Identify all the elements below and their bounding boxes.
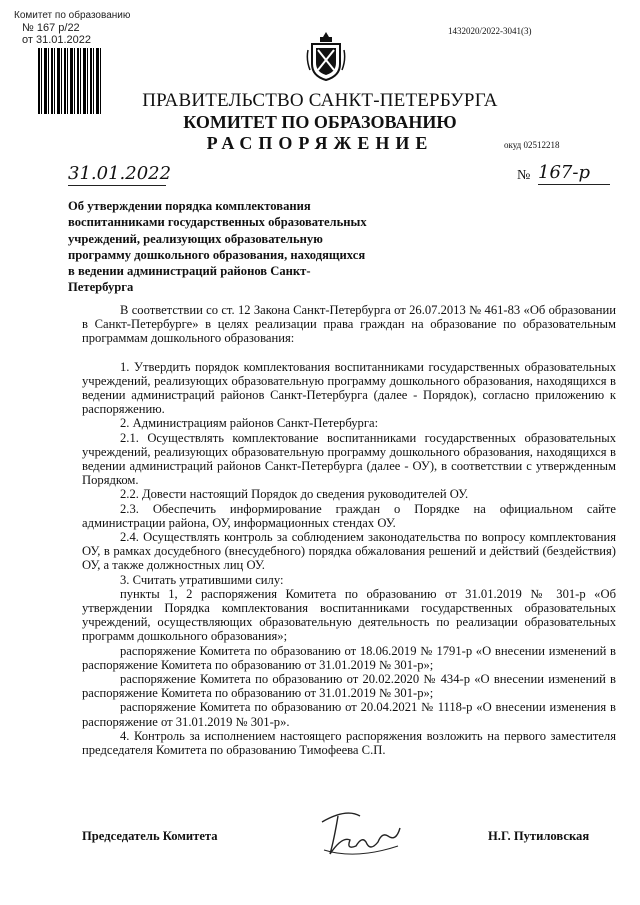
item-paragraph: пункты 1, 2 распоряжения Комитета по образованию от 31.01.2019 № 301-р «Об утверждении Порядка комплектования воспитанниками государственных образовательных учреждений, осуществляющих образовательную деятельность по реализации образовательных программ дошкольного образования»;: [82, 586, 616, 644]
item-paragraph: 3. Считать утратившими силу:: [120, 572, 284, 587]
item-paragraph: 2.2. Довести настоящий Порядок до сведения руководителей ОУ.: [120, 487, 469, 502]
item-paragraph: 2.1. Осуществлять комплектование воспитанниками государственных образовательных учреждений, реализующих образовательную программу дошкольного образования, находящихся в ведении администраций районов Санкт-Петербурга (далее - ОУ), в соответствии с утвержденным Порядком.: [82, 430, 616, 488]
item-paragraph: 4. Контроль за исполнением настоящего распоряжения возложить на первого заместителя председателя Комитета по образованию Тимофеева С.П.: [82, 728, 616, 758]
number-label: №: [517, 168, 531, 183]
item-paragraph: распоряжение Комитета по образованию от 20.04.2021 № 1118-р «О внесении изменения в распоряжение от 31.01.2019 № 301-р».: [82, 700, 616, 729]
stamp-line-2: № 167 р/22: [22, 22, 80, 34]
okud-code: окуд 02512218: [504, 140, 560, 150]
document-type-heading: РАСПОРЯЖЕНИЕ: [206, 133, 434, 153]
coat-of-arms-icon: [306, 30, 346, 82]
item-paragraph: 2. Администрациям районов Санкт-Петербурга:: [120, 416, 379, 431]
registration-stamp: [14, 10, 130, 46]
intro-paragraph: В соответствии со ст. 12 Закона Санкт-Петербурга от 26.07.2013 № 461-83 «Об образовании в Санкт-Петербурге» в целях реализации права граждан на образование по образовательным программам дошкольного образования:: [82, 303, 616, 346]
item-paragraph: распоряжение Комитета по образованию от 20.02.2020 № 434-р «О внесении изменений в распоряжение Комитета по образованию от 31.01.2019 № 301-р»;: [82, 672, 616, 701]
item-paragraph: 1. Утвердить порядок комплектования воспитанниками государственных образовательных учреждений, реализующих образовательную программу дошкольного образования, находящихся в ведении администраций районов Санкт-Петербурга (далее - Порядок), согласно приложению к распоряжению.: [82, 359, 616, 417]
item-paragraph: 2.3. Обеспечить информирование граждан о Порядке на официальном сайте администрации района, ОУ, информационных стендах ОУ.: [82, 501, 616, 530]
handwritten-signature: [316, 806, 404, 862]
signatory-title: Председатель Комитета: [82, 829, 218, 843]
stamp-line-1: Комитет по образованию: [14, 10, 131, 21]
signatory-name: Н.Г. Путиловская: [488, 829, 590, 843]
item-paragraph: распоряжение Комитета по образованию от 18.06.2019 № 1791-р «О внесении изменений в распоряжение Комитета по образованию от 31.01.2019 № 301-р»;: [82, 643, 616, 672]
handwritten-date: 31.01.2022: [68, 163, 172, 184]
document-body: [82, 303, 616, 757]
handwritten-number: 167-р: [538, 162, 610, 185]
document-number: 1432020/2022-3041(3): [448, 26, 532, 36]
committee-heading: КОМИТЕТ ПО ОБРАЗОВАНИЮ: [183, 112, 457, 132]
government-heading: ПРАВИТЕЛЬСТВО САНКТ-ПЕТЕРБУРГА: [142, 90, 498, 111]
document-subject: Об утверждении порядка комплектования воспитанниками государственных образовательных учреждений, реализующих образовательную программу дошкольного образования, находящихся в ведении администраций районов Санкт-Петербурга: [68, 199, 367, 295]
item-paragraph: 2.4. Осуществлять контроль за соблюдением законодательства по вопросу комплектования ОУ, в рамках досудебного (внесудебного) порядка обжалования решений и действий (бездействия) ОУ, а также должностных лиц ОУ.: [82, 530, 616, 573]
stamp-line-3: от 31.01.2022: [22, 34, 92, 46]
